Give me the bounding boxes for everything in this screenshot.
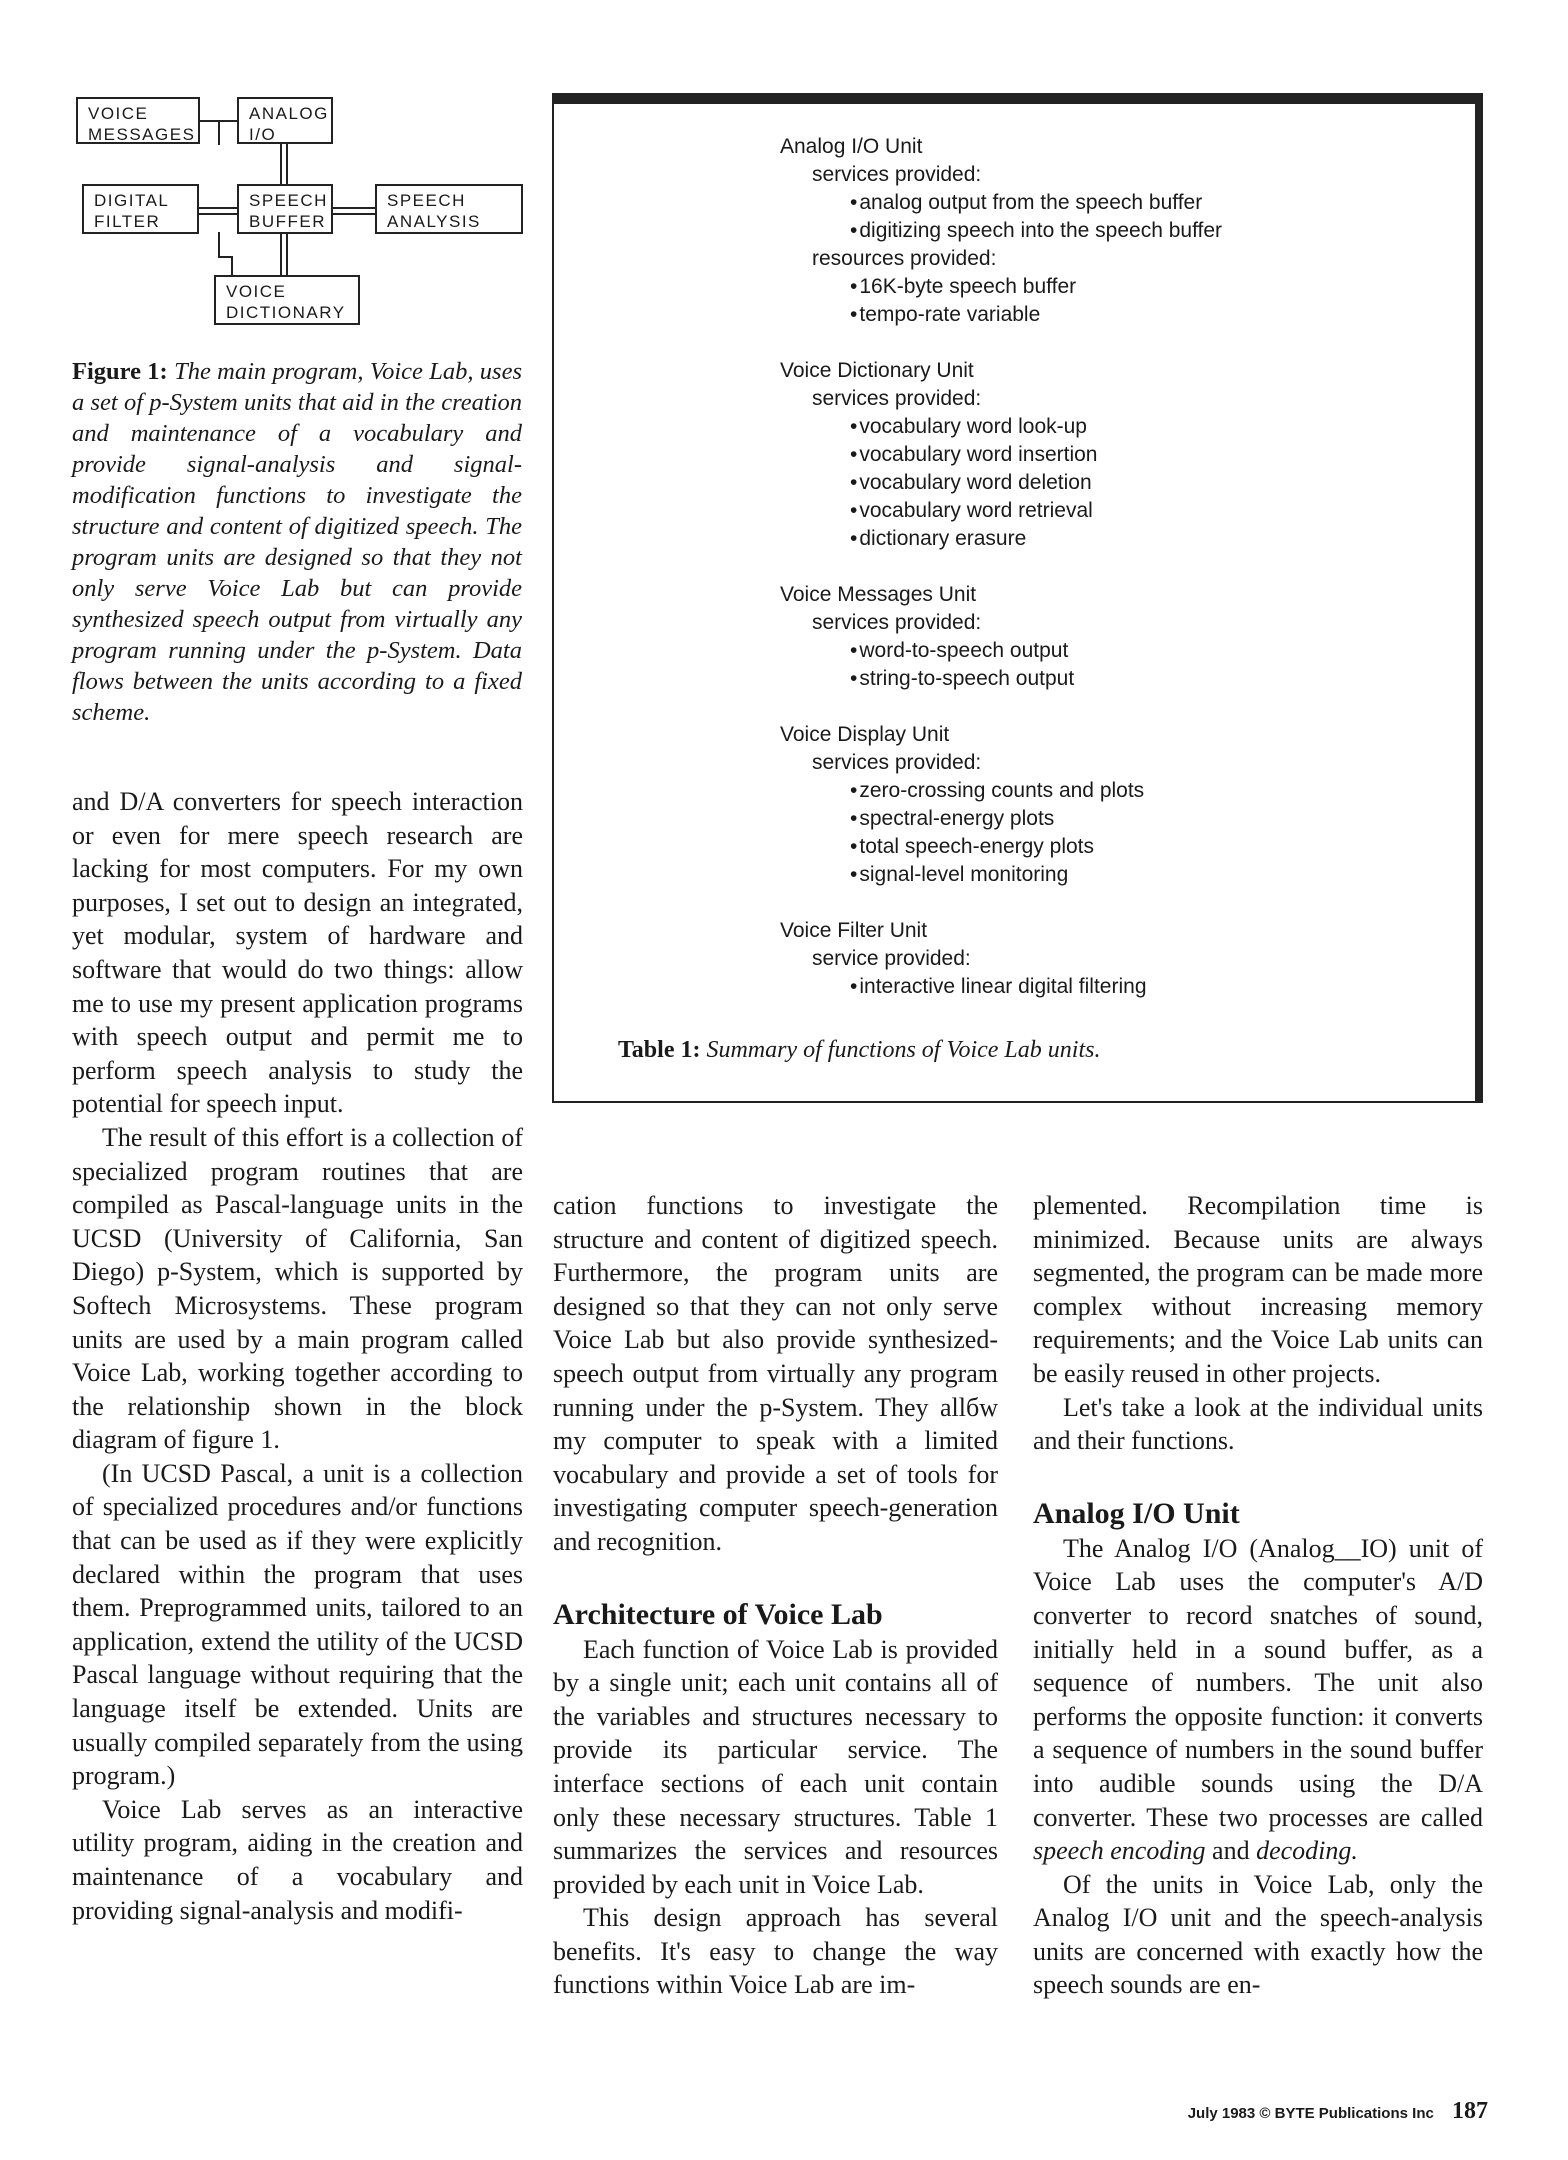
digital-filter-box: DIGITAL FILTER [82,184,199,234]
page-number: 187 [1452,2098,1488,2124]
connector-filter-dictionary [218,232,220,258]
column-2 [553,1189,998,2002]
page-footer [1188,2098,1488,2125]
bullet-item: • analog output from the speech buffer [780,189,1460,217]
analog-io-box: ANALOG I/O [237,97,333,144]
bullet-item: • vocabulary word retrieval [780,497,1460,525]
table-unit [780,357,1460,553]
paragraph: This design approach has several benefits. It's easy to change the way functions within Voice Lab are im- [553,1903,998,2000]
group-label: services provided: [812,751,982,774]
unit-name: Voice Filter Unit [780,919,928,942]
connector-filter-dictionary-v2 [231,256,233,276]
bullet-item: • string-to-speech output [780,665,1460,693]
paragraph: The result of this effort is a collection of specialized program routines that are compiled as Pascal-language units in the UCSD (University of California, San Diego) p-System, which is supported by Softech Microsystems. These program units are used by a main program called Voice Lab, working together according to the relationship shown in the block diagram of figure 1. [72,1122,523,1455]
speech-buffer-box: SPEECH BUFFER [237,184,333,234]
table-caption [618,1037,1100,1064]
connector-messages-analog-drop [218,120,220,145]
table-units-list [780,133,1460,1029]
bullet-item: • spectral-energy plots [780,805,1460,833]
bullet-item: • total speech-energy plots [780,833,1460,861]
figure-caption [72,356,522,728]
group-label: services provided: [812,387,982,410]
bullet-item: • vocabulary word insertion [780,441,1460,469]
table-caption-text: Summary of functions of Voice Lab units. [706,1037,1101,1063]
bullet-item: • vocabulary word look-up [780,413,1460,441]
unit-name: Voice Display Unit [780,723,950,746]
paragraph: Of the units in Voice Lab, only the Analog I/O unit and the speech-analysis units are concerned with exactly how the speech sounds are en- [1033,1869,1483,2000]
paragraph: plemented. Recompilation time is minimized. Because units are always segmented, the program can be made more complex without increasing memory requirements; and the Voice Lab units can be easily reused in other projects. [1033,1191,1483,1388]
table-1 [552,93,1483,1103]
paragraph: and D/A converters for speech interaction or even for mere speech research are lacking for most computers. For my own purposes, I set out to design an integrated, yet modular, system of hardware and software that would do two things: allow me to use my present application programs with speech output and permit me to perform speech analysis to study the potential for speech input. [72,787,523,1119]
bullet-item: • dictionary erasure [780,525,1460,553]
figure-label: Figure 1: [72,358,168,385]
bullet-item: • zero-crossing counts and plots [780,777,1460,805]
column-3 [1033,1189,1483,2002]
connector-filter-dictionary-h [218,256,232,258]
column-1 [72,785,523,1927]
unit-name: Voice Dictionary Unit [780,359,974,382]
group-label: services provided: [812,611,982,634]
bullet-item: • word-to-speech output [780,637,1460,665]
table-unit [780,721,1460,889]
table-unit [780,917,1460,1001]
table-unit [780,581,1460,693]
unit-name: Analog I/O Unit [780,135,923,158]
paragraph: The Analog I/O (Analog__IO) unit of Voice Lab uses the computer's A/D converter to record snatches of sound, initially held in a sound buffer, as a sequence of numbers. The unit also performs the opposite function: it converts a sequence of numbers in the sound buffer into audible sounds using the D/A converter. These two processes are called speech encoding and decoding. [1033,1533,1483,1866]
voice-dictionary-box: VOICE DICTIONARY [214,275,360,325]
bullet-item: • digitizing speech into the speech buffer [780,217,1460,245]
block-diagram [0,0,560,340]
connector-buffer-analysis-2 [332,213,376,215]
group-label: service provided: [812,947,971,970]
connector-buffer-dictionary-2 [286,232,288,276]
paragraph: Voice Lab serves as an interactive utility program, aiding in the creation and maintenance of a vocabulary and providing signal-analysis and modifi- [72,1794,523,1925]
table-right-rule [1475,95,1481,1103]
table-label: Table 1: [618,1037,701,1063]
figure-caption-text: The main program, Voice Lab, uses a set of p-System units that aid in the creation and maintenance of a vocabulary and provide signal-analysis and signal-modification functions to investigate the structure and content of digitized speech. The program units are designed so that they not only serve Voice Lab but can provide synthesized speech output from virtually any program running under the p-System. Data flows between the units according to a fixed scheme. [72,358,522,726]
connector-analog-buffer-2 [286,144,288,184]
table-top-rule [554,95,1481,104]
bullet-item: • 16K-byte speech buffer [780,273,1460,301]
connector-filter-buffer-2 [198,213,238,215]
connector-analog-buffer-1 [280,144,282,184]
connector-filter-buffer-1 [198,207,238,209]
connector-buffer-analysis-1 [332,207,376,209]
section-heading: Architecture of Voice Lab [553,1597,883,1631]
bullet-item: • interactive linear digital filtering [780,973,1460,1001]
unit-name: Voice Messages Unit [780,583,977,606]
issue-line: July 1983 © BYTE Publications Inc [1187,2105,1434,2122]
bullet-item: • tempo-rate variable [780,301,1460,329]
table-unit [780,133,1460,329]
speech-analysis-box: SPEECH ANALYSIS [375,184,523,234]
paragraph: Let's take a look at the individual units and their functions. [1033,1392,1483,1456]
group-label: resources provided: [812,247,997,270]
paragraph: cation functions to investigate the structure and content of digitized speech. Furthermore, the program units are designed so that they can not only serve Voice Lab but also provide synthesized-speech output from virtually any program running under the p-System. They allбw my computer to speak with a limited vocabulary and provide a set of tools for investigating computer speech-generation and recognition. [553,1191,998,1556]
voice-messages-box: VOICE MESSAGES [76,97,200,144]
paragraph: (In UCSD Pascal, a unit is a collection of specialized procedures and/or functions that can be used as if they were explicitly declared within the program that uses them. Preprogrammed units, tailored to an application, extend the utility of the UCSD Pascal language without requiring that the language itself be extended. Units are usually compiled separately from the using program.) [72,1458,523,1791]
paragraph: Each function of Voice Lab is provided by a single unit; each unit contains all of the variables and structures necessary to provide its particular service. The interface sections of each unit contain only these necessary structures. Table 1 summarizes the services and resources provided by each unit in Voice Lab. [553,1634,998,1899]
connector-buffer-dictionary-1 [280,232,282,276]
group-label: services provided: [812,163,982,186]
section-heading: Analog I/O Unit [1033,1496,1240,1530]
bullet-item: • vocabulary word deletion [780,469,1460,497]
bullet-item: • signal-level monitoring [780,861,1460,889]
